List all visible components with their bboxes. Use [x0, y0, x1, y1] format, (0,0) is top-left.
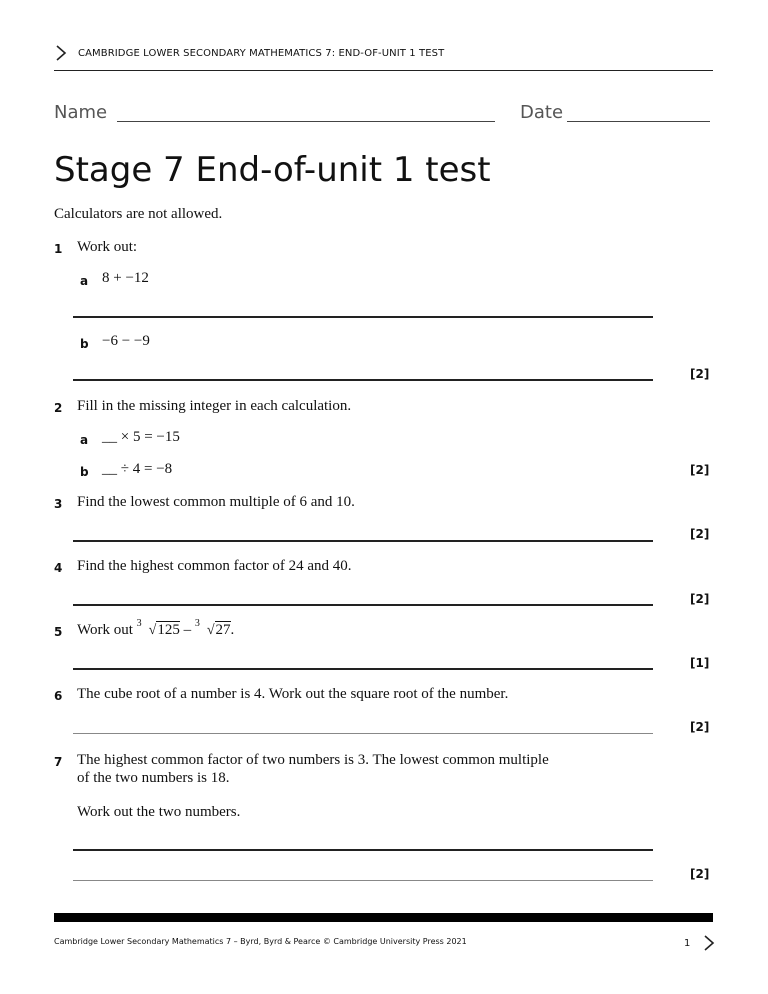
question-text: Find the highest common factor of 24 and 40. [77, 558, 352, 574]
part-text: 8 + −12 [102, 270, 149, 286]
question-number: 4 [54, 561, 63, 575]
part-label: a [80, 433, 89, 447]
question-text: Work out the two numbers. [77, 804, 241, 820]
question-number: 1 [54, 242, 63, 256]
name-field[interactable] [117, 121, 495, 122]
question-text: Work out: [77, 239, 138, 255]
answer-line[interactable] [73, 379, 653, 381]
answer-line[interactable] [73, 540, 653, 542]
date-label: Date [520, 102, 564, 123]
part-label: b [80, 337, 89, 351]
marks-badge: [2] [690, 592, 710, 606]
answer-line[interactable] [73, 733, 653, 734]
period: . [230, 622, 235, 638]
part-text: __ × 5 = −15 [102, 429, 180, 445]
root-index: 3 [136, 618, 142, 629]
running-header: CAMBRIDGE LOWER SECONDARY MATHEMATICS 7: END-OF-UNIT 1 TEST [78, 48, 445, 59]
question-text: The cube root of a number is 4. Work out the square root of the number. [77, 686, 509, 702]
footer-citation: Cambridge Lower Secondary Mathematics 7 – Byrd, Byrd & Pearce © Cambridge University Press 2021 [54, 937, 467, 946]
marks-badge: [2] [690, 867, 710, 881]
question-prefix: Work out [77, 622, 133, 638]
instructions: Calculators are not allowed. [54, 206, 223, 222]
root-index: 3 [194, 618, 200, 629]
question-number: 2 [54, 401, 63, 415]
chevron-right-icon[interactable] [702, 934, 716, 952]
answer-line[interactable] [73, 849, 653, 851]
marks-badge: [2] [690, 527, 710, 541]
question-text [77, 618, 235, 639]
cube-root-expression: 3 √125 [136, 618, 180, 638]
question-text: Fill in the missing integer in each calculation. [77, 398, 352, 414]
minus-sign: – [183, 622, 192, 638]
header-rule [54, 70, 713, 71]
part-text: __ ÷ 4 = −8 [102, 461, 173, 477]
question-number: 3 [54, 497, 63, 511]
date-field[interactable] [567, 121, 710, 122]
question-text: The highest common factor of two numbers is 3. The lowest common multiple [77, 752, 549, 768]
marks-badge: [2] [690, 720, 710, 734]
marks-badge: [2] [690, 367, 710, 381]
page-title: Stage 7 End-of-unit 1 test [54, 150, 491, 190]
answer-line[interactable] [73, 316, 653, 318]
question-number: 7 [54, 755, 63, 769]
name-label: Name [54, 102, 108, 123]
question-number: 5 [54, 625, 63, 639]
chevron-right-icon [54, 44, 68, 62]
radicand: 27 [215, 622, 231, 638]
part-label: a [80, 274, 89, 288]
page-number: 1 [684, 938, 691, 949]
marks-badge: [2] [690, 463, 710, 477]
answer-line[interactable] [73, 880, 653, 881]
part-label: b [80, 465, 89, 479]
question-text: of the two numbers is 18. [77, 770, 230, 786]
question-number: 6 [54, 689, 63, 703]
answer-line[interactable] [73, 668, 653, 670]
cube-root-expression: 3 √27 [194, 618, 231, 638]
radicand: 125 [157, 622, 180, 638]
question-text: Find the lowest common multiple of 6 and 10. [77, 494, 355, 510]
footer-bar [54, 913, 713, 922]
part-text: −6 − −9 [102, 333, 150, 349]
marks-badge: [1] [690, 656, 710, 670]
answer-line[interactable] [73, 604, 653, 606]
